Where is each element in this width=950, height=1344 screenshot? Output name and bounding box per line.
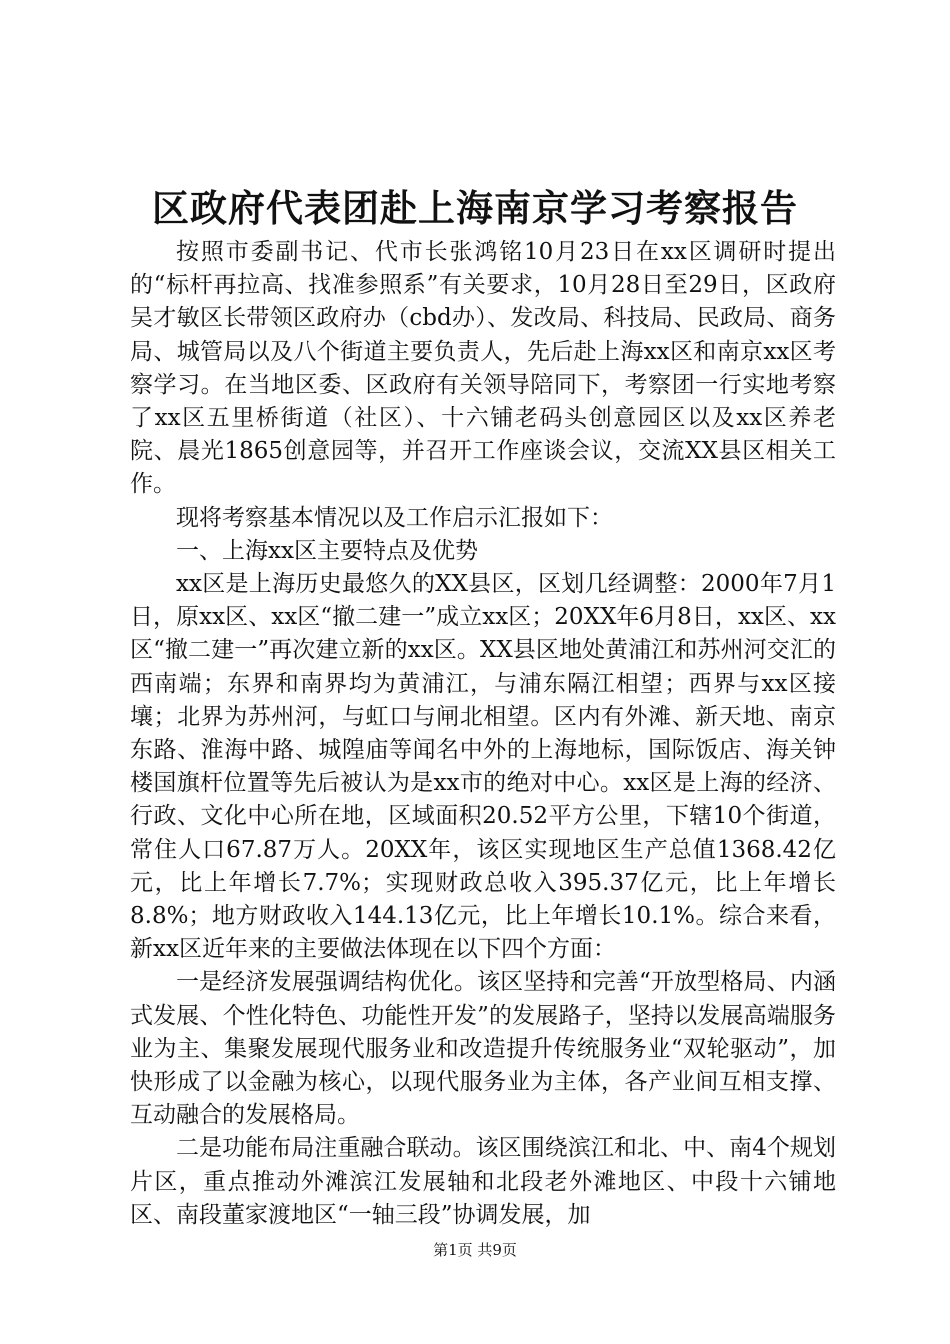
paragraph-point-two: 二是功能布局注重融合联动。该区围绕滨江和北、中、南4个规划片区，重点推动外滩滨江发展轴和北段老外滩地区、中段十六铺地区、南段董家渡地区“一轴三段”协调发展，加 — [130, 1135, 836, 1228]
document-body — [130, 236, 836, 1232]
paragraph-point-one: 一是经济发展强调结构优化。该区坚持和完善“开放型格局、内涵式发展、个性化特色、功能性开发”的发展路子，坚持以发展高端服务业为主、集聚发展现代服务业和改造提升传统服务业“双轮驱动”，加快形成了以金融为核心，以现代服务业为主体，各产业间互相支撑、互动融合的发展格局。 — [130, 969, 836, 1129]
paragraph-district-overview: xx区是上海历史最悠久的XX县区，区划几经调整：2000年7月1日，原xx区、xx区“撤二建一”成立xx区；20XX年6月8日，xx区、xx区“撤二建一”再次建立新的xx区。XX县区地处黄浦江和苏州河交汇的西南端；东界和南界均为黄浦江，与浦东隔江相望；西界与xx区接壤；北界为苏州河，与虹口与闸北相望。区内有外滩、新天地、南京东路、淮海中路、城隍庙等闻名中外的上海地标，国际饭店、海关钟楼国旗杆位置等先后被认为是xx市的绝对中心。xx区是上海的经济、行政、文化中心所在地，区域面积20.52平方公里，下辖10个街道，常住人口67.87万人。20XX年，该区实现地区生产总值1368.42亿元，比上年增长7.7%；实现财政总收入395.37亿元，比上年增长8.8%；地方财政收入144.13亿元，比上年增长10.1%。综合来看，新xx区近年来的主要做法体现在以下四个方面： — [130, 571, 836, 963]
document-title: 区政府代表团赴上海南京学习考察报告 — [152, 186, 798, 230]
paragraph-summary-lead: 现将考察基本情况以及工作启示汇报如下： — [176, 504, 613, 531]
section-heading-shanghai: 一、上海xx区主要特点及优势 — [176, 537, 478, 564]
paragraph-intro: 按照市委副书记、代市长张鸿铭10月23日在xx区调研时提出的“标杆再拉高、找准参照系”有关要求，10月28日至29日，区政府吴才敏区长带领区政府办（cbd办）、发改局、科技局、民政局、商务局、城管局以及八个街道主要负责人，先后赴上海xx区和南京xx区考察学习。在当地区委、区政府有关领导陪同下，考察团一行实地考察了xx区五里桥街道（社区）、十六铺老码头创意园区以及xx区养老院、晨光1865创意园等，并召开工作座谈会议，交流XX县区相关工作。 — [130, 239, 836, 498]
page-footer: 第1页 共9页 — [433, 1241, 517, 1259]
